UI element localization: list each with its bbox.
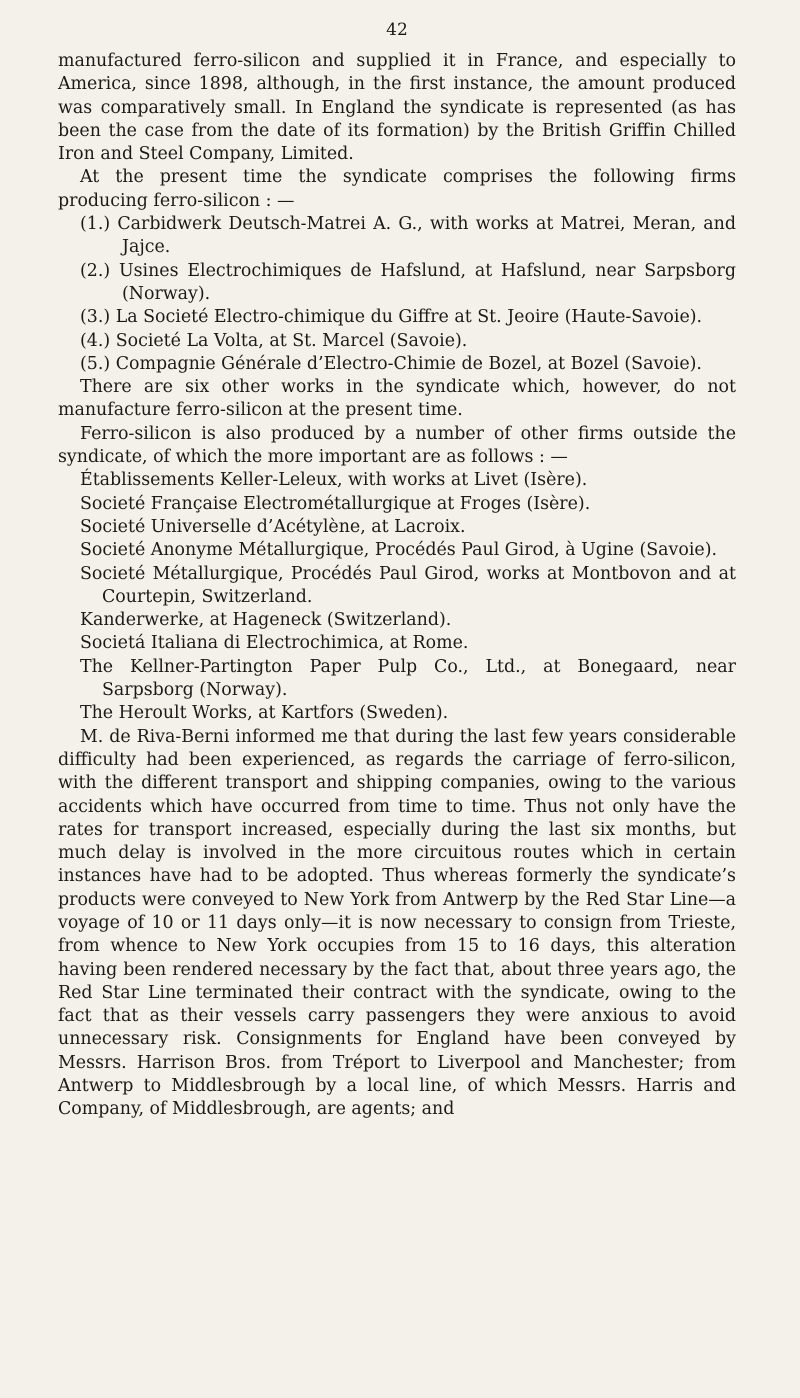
syndicate-firm-item: (5.) Compagnie Générale d’Electro-Chimie de Bozel, at Bozel (Savoie).: [80, 353, 702, 374]
syndicate-firm-item: (2.) Usines Electrochimiques de Hafslund, at Hafslund, near Sarpsborg (Norway).: [80, 260, 736, 304]
outside-firm-item: Societé Universelle d’Acétylène, at Lacroix.: [80, 516, 466, 537]
outside-firm-item: Societé Métallurgique, Procédés Paul Girod, works at Montbovon and at Courtepin, Switzerland.: [80, 563, 736, 607]
outside-firm-item: The Kellner-Partington Paper Pulp Co., Ltd., at Bonegaard, near Sarpsborg (Norway).: [80, 656, 736, 701]
outside-firm-item: Societá Italiana di Electrochimica, at Rome.: [80, 633, 469, 654]
outside-firm-item: Établissements Keller-Leleux, with works at Livet (Isère).: [80, 470, 588, 491]
outside-firm-item: Kanderwerke, at Hageneck (Switzerland).: [80, 610, 452, 631]
paragraph: At the present time the syndicate comprises the following firms producing ferro-silicon : —: [58, 167, 736, 211]
paragraph: Ferro-silicon is also produced by a number of other firms outside the syndicate, of which the more important are as follows : —: [58, 423, 736, 468]
paragraph: There are six other works in the syndicate which, however, do not manufacture ferro-silicon at the present time.: [58, 377, 736, 421]
outside-firm-item: Societé Française Electrométallurgique at Froges (Isère).: [80, 493, 591, 514]
paragraph: manufactured ferro-silicon and supplied it in France, and especially to America, since 1898, although, in the first instance, the amount produced was comparatively small. In England the syndicate is represented (as has been the case from the date of its formation) by the British Griffin Chilled Iron and Steel Company, Limited.: [58, 51, 736, 165]
paragraph: M. de Riva-Berni informed me that during the last few years considerable difficulty had been experienced, as regards the carriage of ferro-silicon, with the different transport and shipping companies, owing to the various accidents which have occurred from time to time. Thus not only have the rates for transport increased, especially during the last six months, but much delay is involved in the more circuitous routes which in certain instances have had to be adopted. Thus whereas formerly the syndicate’s products were conveyed to New York from Antwerp by the Red Star Line—a voyage of 10 or 11 days only—it is now necessary to consign from Trieste, from whence to New York occupies from 15 to 16 days, this alteration having been rendered necessary by the fact that, about three years ago, the Red Star Line terminated their contract with the syndicate, owing to the fact that as their vessels carry passengers they were anxious to avoid unnecessary risk. Consignments for England have been conveyed by Messrs. Harrison Bros. from Tréport to Liverpool and Manchester; from Antwerp to Middlesbrough by a local line, of which Messrs. Harris and Company, of Middlesbrough, are agents; and: [58, 726, 736, 1120]
syndicate-firm-item: (1.) Carbidwerk Deutsch-Matrei A. G., with works at Matrei, Meran, and Jajce.: [80, 214, 736, 258]
syndicate-firm-item: (3.) La Societé Electro-chimique du Giffre at St. Jeoire (Haute-Savoie).: [80, 307, 703, 328]
page-number: 42: [386, 20, 408, 40]
outside-firm-item: The Heroult Works, at Kartfors (Sweden).: [80, 703, 449, 724]
syndicate-firm-item: (4.) Societé La Volta, at St. Marcel (Savoie).: [80, 330, 468, 351]
body-text: [58, 50, 736, 1122]
outside-firm-item: Societé Anonyme Métallurgique, Procédés Paul Girod, à Ugine (Savoie).: [80, 540, 718, 561]
